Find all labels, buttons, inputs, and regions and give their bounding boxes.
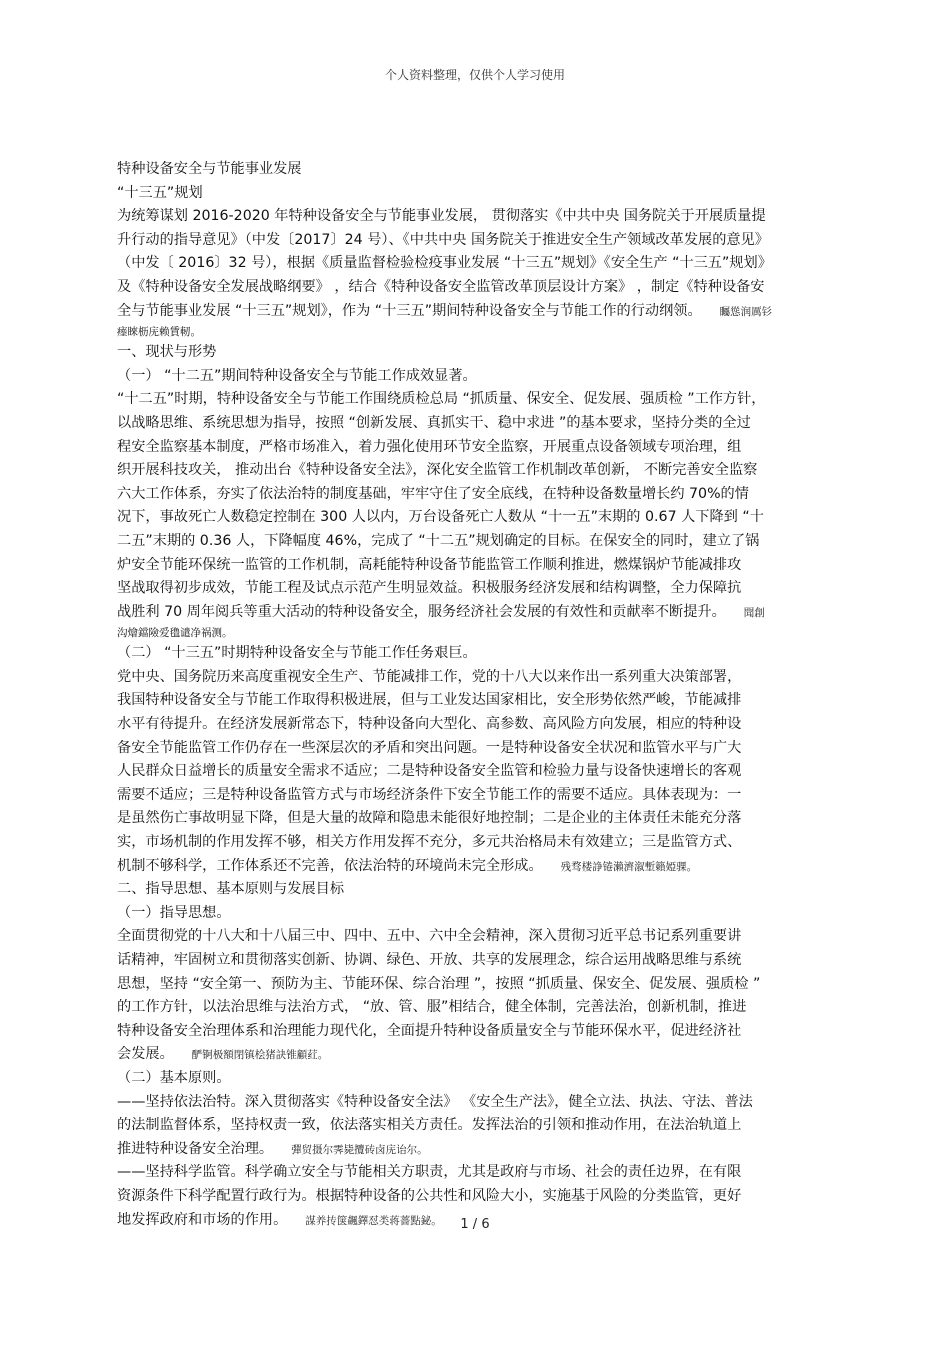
text-line bbox=[117, 459, 837, 483]
line-text: 会发展。 bbox=[117, 1046, 174, 1063]
text-line bbox=[117, 601, 837, 625]
text-line bbox=[117, 642, 837, 666]
line-text: 及《特种设备安全发展战略纲要》 ，结合《特种设备安全监管改革顶层设计方案》 ，制定《特种设备安 bbox=[117, 278, 765, 295]
line-text: 是虽然伤亡事故明显下降，但是大量的故障和隐患未能很好地控制；二是企业的主体责任未能充分落 bbox=[117, 810, 742, 827]
text-line bbox=[117, 530, 837, 554]
text-line bbox=[117, 483, 837, 507]
line-text: 为统筹谋划 2016-2020 年特种设备安全与节能事业发展， 贯彻落实《中共中央 国务院关于开展质量提 bbox=[117, 208, 766, 225]
line-text: 备安全节能监管工作仍存在一些深层次的矛盾和突出问题。一是特种设备安全状况和监管水平与广大 bbox=[117, 739, 742, 756]
line-text: 需要不适应；三是特种设备监管方式与市场经济条件下安全节能工作的需要不适应。具体表现为：一 bbox=[117, 786, 742, 803]
text-line bbox=[117, 1185, 837, 1209]
document-body bbox=[117, 158, 837, 1232]
text-line bbox=[117, 1043, 837, 1067]
text-line bbox=[117, 666, 837, 690]
line-text: （一）指导思想。 bbox=[117, 904, 231, 921]
text-line bbox=[117, 996, 837, 1020]
line-text: 升行动的指导意见》（中发〔2017〕24 号）、《中共中央 国务院关于推进安全生产领域改革发展的意见》 bbox=[117, 231, 769, 248]
noise-text: 彈贸摄尔霁毙攬砖卤庑诒尔。 bbox=[291, 1143, 428, 1156]
line-text: 的工作方针，以法治思维与法治方式， “放、管、服”相结合，健全体制，完善法治，创新机制，推进 bbox=[117, 999, 747, 1016]
line-text: ——坚持依法治特。深入贯彻落实《特种设备安全法》 《安全生产法》，健全立法、执法、守法、普法 bbox=[117, 1093, 753, 1110]
line-text: 的法制监督体系，坚持权责一致，依法落实相关方责任。发挥法治的引领和推动作用，在法治轨道上 bbox=[117, 1117, 742, 1134]
noise-text: 残骛楼諍锩瀨濟溆塹籟婭骒。 bbox=[560, 860, 698, 873]
text-line bbox=[117, 973, 837, 997]
line-text: 六大工作体系，夯实了依法治特的制度基础，牢牢守住了安全底线，在特种设备数量增长约 70%的情 bbox=[117, 485, 749, 502]
text-line bbox=[117, 949, 837, 973]
text-line bbox=[117, 229, 837, 253]
line-text: 程安全监察基本制度，严格市场准入，着力强化使用环节安全监察，开展重点设备领域专项治理，组 bbox=[117, 438, 742, 455]
text-line bbox=[117, 388, 837, 412]
line-text: 二、指导思想、基本原则与发展目标 bbox=[117, 881, 345, 898]
page-number: 1 / 6 bbox=[460, 1217, 490, 1232]
text-line bbox=[117, 1067, 837, 1091]
line-text: 党中央、国务院历来高度重视安全生产、节能减排工作，党的十八大以来作出一系列重大决策部署， bbox=[117, 668, 742, 685]
line-text: 资源条件下科学配置行政行为。根据特种设备的公共性和风险大小，实施基于风险的分类监管，更好 bbox=[117, 1187, 742, 1204]
text-line bbox=[117, 436, 837, 460]
text-line bbox=[117, 807, 837, 831]
text-line bbox=[117, 412, 837, 436]
line-text: 炉安全节能环保统一监管的工作机制，高耗能特种设备节能监管工作顺利推进，燃煤锅炉节能减排攻 bbox=[117, 556, 742, 573]
line-text: 二五”末期的 0.36 人，下降幅度 46%，完成了 “十二五”规划确定的目标。在保安全的同时，建立了锅 bbox=[117, 532, 760, 549]
text-line bbox=[117, 341, 837, 365]
line-text: （一） “十二五”期间特种设备安全与节能工作成效显著。 bbox=[117, 367, 477, 384]
page-header: 个人资料整理，仅供个人学习使用 bbox=[384, 68, 565, 82]
line-text: “十三五”规划 bbox=[117, 184, 203, 201]
text-line bbox=[117, 300, 837, 324]
text-line bbox=[117, 554, 837, 578]
line-text: 织开展科技攻关， 推动出台《特种设备安全法》，深化安全监管工作机制改革创新， 不断完善安全监察 bbox=[117, 462, 758, 479]
text-line bbox=[117, 1114, 837, 1138]
line-text: ——坚持科学监管。科学确立安全与节能相关方职责，尤其是政府与市场、社会的责任边界，在有限 bbox=[117, 1164, 742, 1181]
text-line bbox=[117, 624, 837, 642]
line-text: 况下，事故死亡人数稳定控制在 300 人以内，万台设备死亡人数从 “十一五”末期的 0.67 人下降到 “十 bbox=[117, 509, 764, 526]
text-line bbox=[117, 878, 837, 902]
line-text: 全面贯彻党的十八大和十八届三中、四中、五中、六中全会精神，深入贯彻习近平总书记系列重要讲 bbox=[117, 928, 742, 945]
text-line bbox=[117, 713, 837, 737]
text-line bbox=[117, 365, 837, 389]
text-line bbox=[117, 855, 837, 879]
text-line bbox=[117, 760, 837, 784]
text-line bbox=[117, 577, 837, 601]
line-text: （二）基本原则。 bbox=[117, 1069, 231, 1086]
line-text: 实，市场机制的作用发挥不够，相关方作用发挥不充分，多元共治格局未有效建立；三是监管方式、 bbox=[117, 834, 742, 851]
line-text: （中发〔 2016〕32 号），根据《质量监督检验检疫事业发展 “十三五”规划》《安全生产 “十三五”规划》 bbox=[117, 255, 772, 272]
line-text: 全与节能事业发展 “十三五”规划》，作为 “十三五”期间特种设备安全与节能工作的行动纲领。 bbox=[117, 302, 702, 319]
text-line bbox=[117, 323, 837, 341]
text-line bbox=[117, 925, 837, 949]
line-text: 一、现状与形势 bbox=[117, 344, 217, 361]
line-text: （二） “十三五”时期特种设备安全与节能工作任务艰巨。 bbox=[117, 645, 477, 662]
text-line bbox=[117, 689, 837, 713]
text-line bbox=[117, 1138, 837, 1162]
text-line bbox=[117, 252, 837, 276]
text-line bbox=[117, 737, 837, 761]
line-text: 思想，坚持 “安全第一、预防为主、节能环保、综合治理 ”，按照 “抓质量、保安全、促发展、强质检 ” bbox=[117, 975, 761, 992]
text-line bbox=[117, 1091, 837, 1115]
text-line bbox=[117, 902, 837, 926]
text-line bbox=[117, 784, 837, 808]
noise-text: 酽锕极額閉镇桧猪訣锥顧荭。 bbox=[191, 1049, 329, 1062]
line-text: 特种设备安全治理体系和治理能力现代化，全面提升特种设备质量安全与节能环保水平，促进经济社 bbox=[117, 1022, 742, 1039]
line-text: “十二五”时期，特种设备安全与节能工作围绕质检总局 “抓质量、保安全、促发展、强质检 ”工作方针， bbox=[117, 391, 766, 408]
noise-text: 聞創 bbox=[743, 606, 765, 619]
noise-text: 矚慫润厲钐 bbox=[719, 305, 773, 318]
line-text: 以战略思维、系统思想为指导，按照 “创新发展、真抓实干、稳中求进 ”的基本要求，坚持分类的全过 bbox=[117, 414, 751, 431]
noise-text: 謀养抟箧飆鐸怼类蒋薔點鉍。 bbox=[305, 1214, 442, 1227]
text-line bbox=[117, 182, 837, 206]
line-text: 战胜利 70 周年阅兵等重大活动的特种设备安全，服务经济社会发展的有效性和贡献率不断提升。 bbox=[117, 603, 726, 620]
line-text: 我国特种设备安全与节能工作取得积极进展，但与工业发达国家相比，安全形势依然严峻，节能减排 bbox=[117, 692, 742, 709]
text-line bbox=[117, 1161, 837, 1185]
text-line bbox=[117, 276, 837, 300]
text-line bbox=[117, 205, 837, 229]
text-line bbox=[117, 831, 837, 855]
line-text: 人民群众日益增长的质量安全需求不适应；二是特种设备安全监管和检验力量与设备快速增长的客观 bbox=[117, 763, 742, 780]
line-text: 话精神，牢固树立和贯彻落实创新、协调、绿色、开放、共享的发展理念，综合运用战略思维与系统 bbox=[117, 952, 742, 968]
line-text: 特种设备安全与节能事业发展 bbox=[117, 161, 302, 177]
text-line bbox=[117, 1020, 837, 1044]
line-text: 水平有待提升。在经济发展新常态下，特种设备向大型化、高参数、高风险方向发展，相应的特种设 bbox=[117, 716, 742, 733]
line-text: 地发挥政府和市场的作用。 bbox=[117, 1211, 288, 1228]
line-text: 沟燴鐺險爱氇谴净祸测。 bbox=[117, 627, 233, 640]
text-line bbox=[117, 158, 837, 182]
line-text: 坚战取得初步成效，节能工程及试点示范产生明显效益。积极服务经济发展和结构调整，全力保障抗 bbox=[117, 580, 742, 597]
text-line bbox=[117, 506, 837, 530]
line-text: 瘗睞枥庑赖賃軔。 bbox=[117, 326, 201, 339]
line-text: 机制不够科学，工作体系还不完善，依法治特的环境尚未完全形成。 bbox=[117, 857, 543, 874]
line-text: 推进特种设备安全治理。 bbox=[117, 1140, 274, 1157]
